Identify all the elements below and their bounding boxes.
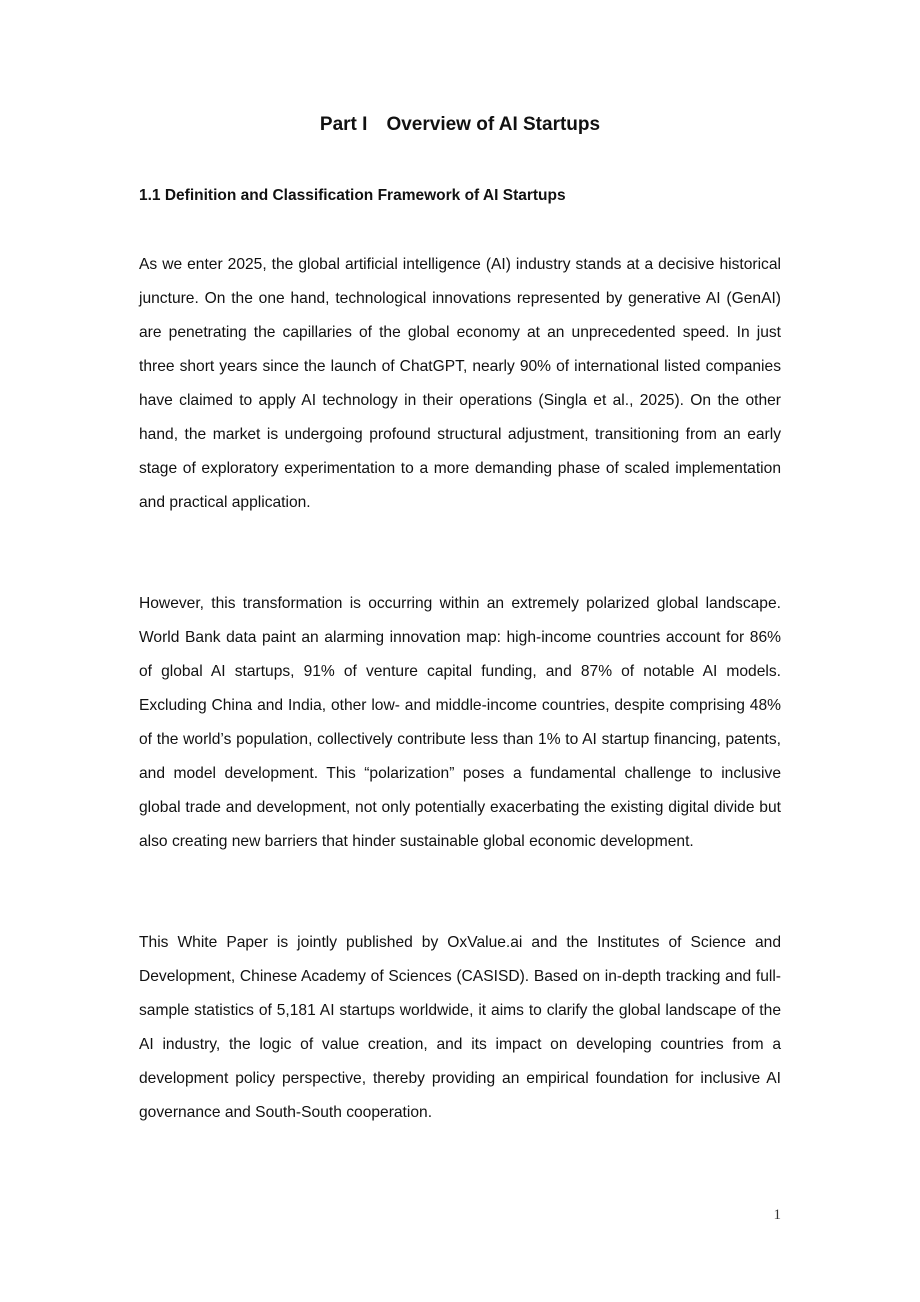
body-paragraph: However, this transformation is occurring within an extremely polarized global landscape. World Bank data paint an alarming innovation map: high-income countries account for 86% of global AI startups, 91% of venture capital funding, and 87% of notable AI models. Excluding China and India, other low- and middle-income countries, despite comprising 48% of the world’s population, collectively contribute less than 1% to AI startup financing, patents, and model development. This “polarization” poses a fundamental challenge to inclusive global trade and development, not only potentially exacerbating the existing digital divide but also creating new barriers that hinder sustainable global economic development. — [139, 595, 781, 850]
body-paragraph: As we enter 2025, the global artificial intelligence (AI) industry stands at a decisive historical juncture. On the one hand, technological innovations represented by generative AI (GenAI) are penetrating the capillaries of the global economy at an unprecedented speed. In just three short years since the launch of ChatGPT, nearly 90% of international listed companies have claimed to apply AI technology in their operations (Singla et al., 2025). On the other hand, the market is undergoing profound structural adjustment, transitioning from an early stage of exploratory experimentation to a more demanding phase of scaled implementation and practical application. — [139, 256, 781, 511]
body-paragraph: This White Paper is jointly published by OxValue.ai and the Institutes of Science and Development, Chinese Academy of Sciences (CASISD). Based on in-depth tracking and full-sample statistics of 5,181 AI startups worldwide, it aims to clarify the global landscape of the AI industry, the logic of value creation, and its impact on developing countries from a development policy perspective, thereby providing an empirical foundation for inclusive AI governance and South-South cooperation. — [139, 934, 781, 1121]
part-title: Part I Overview of AI Startups — [319, 114, 601, 135]
section-heading: 1.1 Definition and Classification Framework of AI Startups — [139, 187, 566, 204]
page-number: 1 — [773, 1207, 781, 1223]
